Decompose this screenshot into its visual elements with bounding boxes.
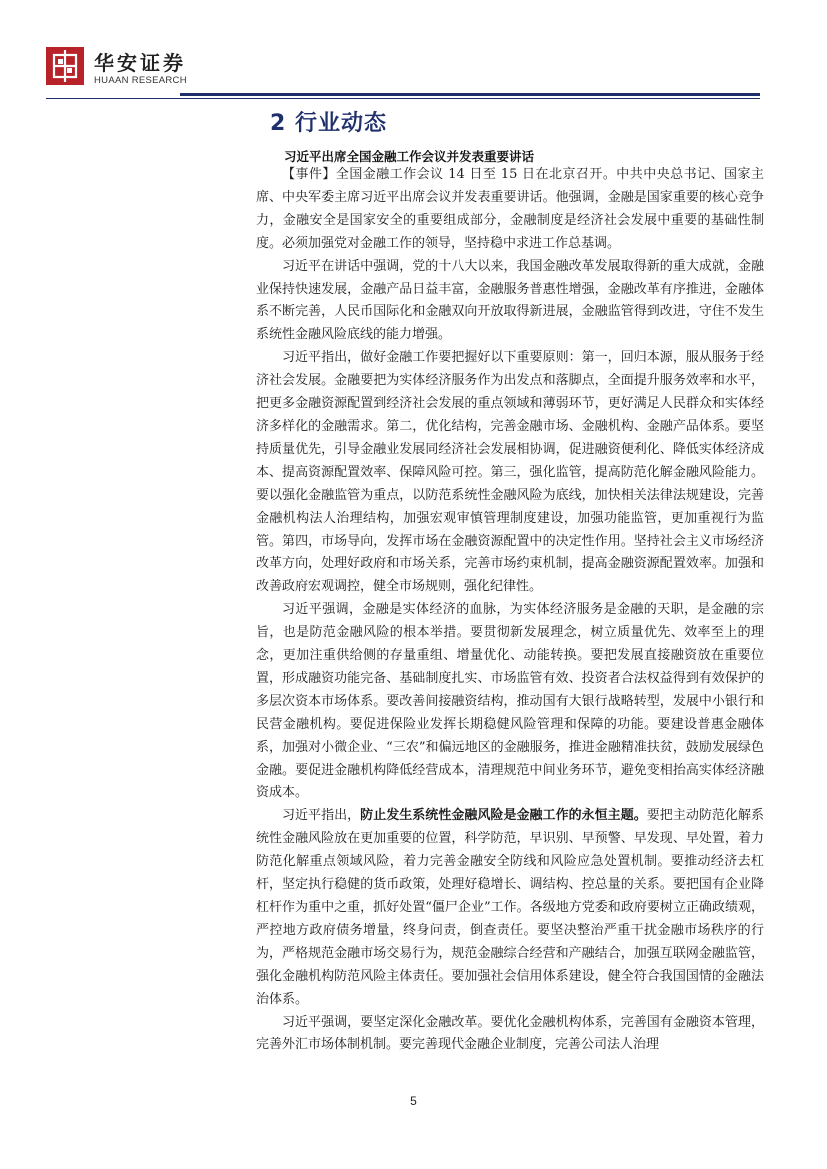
brand-name-en: HUAAN RESEARCH [94, 75, 187, 86]
section-title: 2 行业动态 [270, 111, 387, 136]
header-rule-thick [180, 93, 760, 96]
paragraph-lead: 习近平指出， [282, 808, 361, 824]
body-paragraph: 习近平强调，要坚定深化金融改革。要优化金融机构体系，完善国有金融资本管理，完善外汇市场体制机制。要完善现代金融企业制度，完善公司法人治理 [256, 1014, 764, 1053]
page-number: 5 [410, 1094, 417, 1108]
paragraph-rest: 要把主动防范化解系统性金融风险放在更加重要的位置，科学防范，早识别、早预警、早发现、早处置，着力防范化解重点领域风险，着力完善金融安全防线和风险应急处置机制。要推动经济去杠杆，坚定执行稳健的货币政策，处理好稳增长、调结构、控总量的关系。要把国有企业降杠杆作为重中之重，抓好处置“僵尸企业”工作。各级地方党委和政府要树立正确政绩观，严控地方政府债务增量，终身问责，倒查责任。要坚决整治严重干扰金融市场秩序的行为，严格规范金融市场交易行为，规范金融综合经营和产融结合，加强互联网金融监管，强化金融机构防范风险主体责任。要加强社会信用体系建设，健全符合我国国情的金融法治体系。 [256, 808, 764, 1007]
body-paragraph: 习近平强调，金融是实体经济的血脉，为实体经济服务是金融的天职，是金融的宗旨，也是防范金融风险的根本举措。要贯彻新发展理念，树立质量优先、效率至上的理念，更加注重供给侧的存量重组、增量优化、动能转换。要把发展直接融资放在重要位置，形成融资功能完备、基础制度扎实、市场监管有效、投资者合法权益得到有效保护的多层次资本市场体系。要改善间接融资结构，推动国有大银行战略转型，发展中小银行和民营金融机构。要促进保险业发挥长期稳健风险管理和保障的功能。要建设普惠金融体系，加强对小微企业、“三农”和偏远地区的金融服务，推进金融精准扶贫，鼓励发展绿色金融。要促进金融机构降低经营成本，清理规范中间业务环节，避免变相抬高实体经济融资成本。 [256, 602, 764, 801]
huaan-seal-logo-icon [46, 47, 84, 85]
event-paragraph: 【事件】全国金融工作会议 14 日至 15 日在北京召开。中共中央总书记、国家主席、中央军委主席习近平出席会议并发表重要讲话。他强调，金融是国家重要的核心竞争力，金融安全是国家安全的重要组成部分，金融制度是经济社会发展中重要的基础性制度。必须加强党对金融工作的领导，坚持稳中求进工作总基调。 [256, 167, 764, 251]
body-paragraph [256, 805, 764, 1011]
body-paragraph: 习近平指出，做好金融工作要把握好以下重要原则：第一，回归本源，服从服务于经济社会发展。金融要把为实体经济服务作为出发点和落脚点，全面提升服务效率和水平，把更多金融资源配置到经济社会发展的重点领域和薄弱环节，更好满足人民群众和实体经济多样化的金融需求。第二，优化结构，完善金融市场、金融机构、金融产品体系。要坚持质量优先，引导金融业发展同经济社会发展相协调，促进融资便利化、降低实体经济成本、提高资源配置效率、保障风险可控。第三，强化监管，提高防范化解金融风险能力。要以强化金融监管为重点，以防范系统性金融风险为底线，加快相关法律法规建设，完善金融机构法人治理结构，加强宏观审慎管理制度建设，加强功能监管，更加重视行为监管。第四，市场导向，发挥市场在金融资源配置中的决定性作用。坚持社会主义市场经济改革方向，处理好政府和市场关系，完善市场约束机制，提高金融资源配置效率。加强和改善政府宏观调控，健全市场规则，强化纪律性。 [256, 350, 764, 595]
article-body [256, 164, 764, 1057]
article-title: 习近平出席全国金融工作会议并发表重要讲话 [284, 149, 535, 164]
body-paragraph: 习近平在讲话中强调，党的十八大以来，我国金融改革发展取得新的重大成就，金融业保持快速发展，金融产品日益丰富，金融服务普惠性增强，金融改革有序推进，金融体系不断完善，人民币国际化和金融双向开放取得新进展，金融监管得到改进，守住不发生系统性金融风险底线的能力增强。 [256, 258, 764, 343]
key-statement: 防止发生系统性金融风险是金融工作的永恒主题。 [360, 808, 647, 824]
header-rule-thin [46, 98, 760, 99]
page-header [0, 0, 827, 100]
brand-name-cn: 华安证券 [94, 51, 186, 75]
